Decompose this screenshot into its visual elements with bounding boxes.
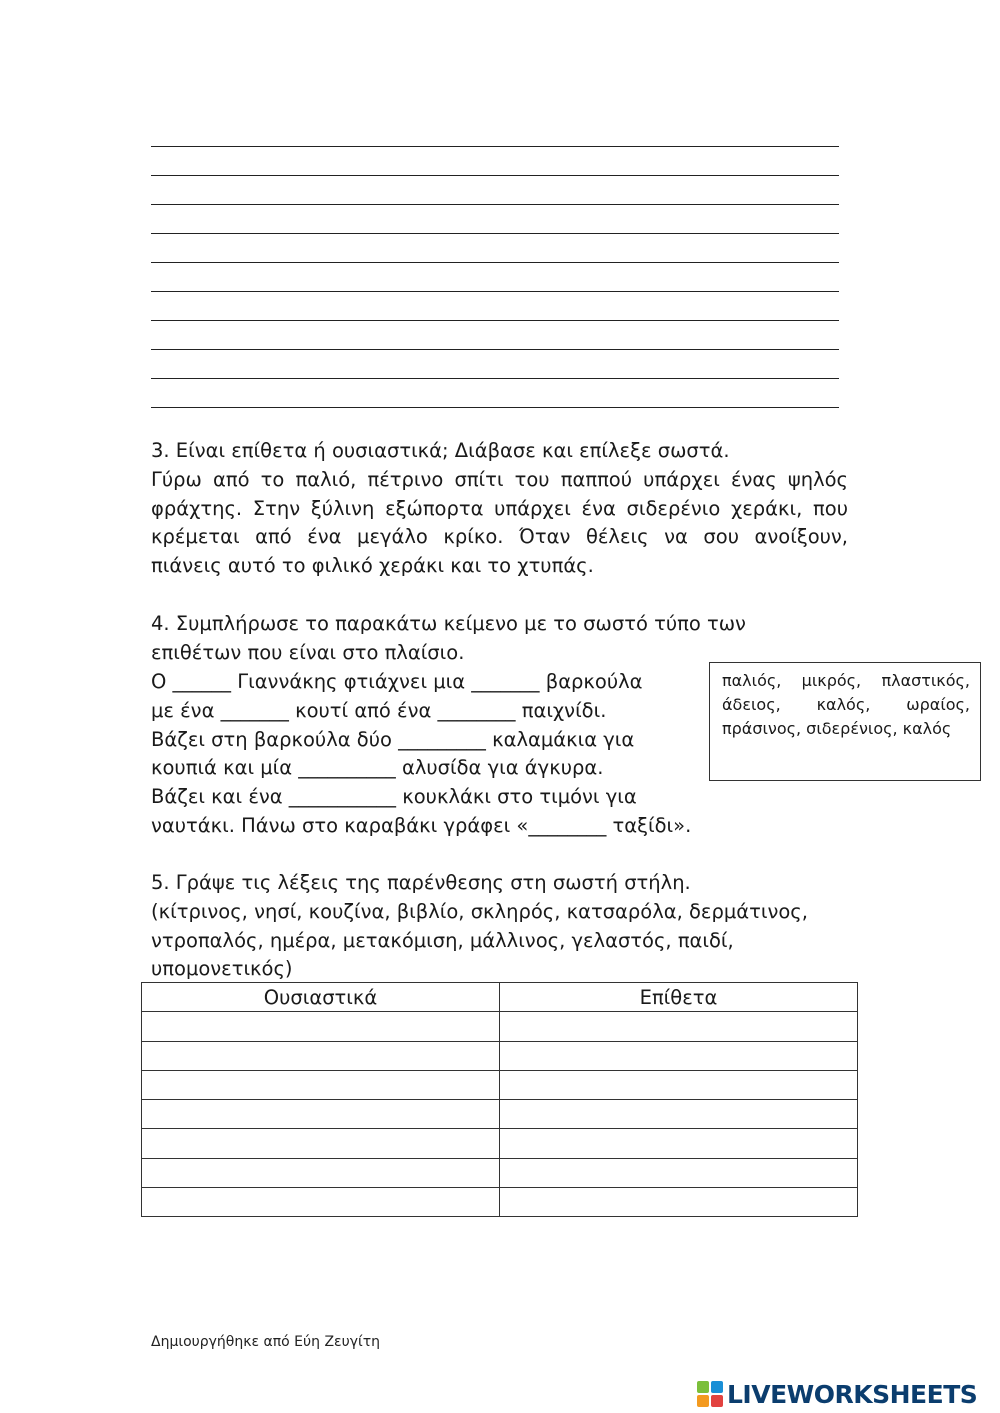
answer-cell[interactable] — [500, 1041, 858, 1070]
writing-line[interactable] — [151, 291, 839, 292]
answer-cell[interactable] — [500, 1012, 858, 1041]
exercise-5-word-list: (κίτρινος, νησί, κουζίνα, βιβλίο, σκληρός, κατσαρόλα, δερμάτινος, — [151, 900, 808, 923]
fill-line[interactable]: με ένα _______ κουτί από ένα ________ παιχνίδι. — [151, 699, 607, 722]
paragraph-line[interactable]: Γύρω από το παλιό, πέτρινο σπίτι του παππού υπάρχει ένας ψηλός — [151, 468, 848, 491]
logo-mark-icon — [697, 1381, 723, 1407]
exercise-5-word-list: υπομονετικός) — [151, 957, 293, 980]
column-header-nouns: Ουσιαστικά — [142, 983, 500, 1012]
table-row — [142, 1070, 858, 1099]
logo-square — [711, 1381, 723, 1393]
exercise-4-heading: 4. Συμπλήρωσε το παρακάτω κείμενο με το σωστό τύπο των — [151, 612, 746, 635]
table-row — [142, 1129, 858, 1158]
sorting-table — [141, 982, 858, 1217]
adjective-word-box — [709, 662, 981, 781]
column-header-adjectives: Επίθετα — [500, 983, 858, 1012]
exercise-5-word-list: ντροπαλός, ημέρα, μετακόμιση, μάλλινος, γελαστός, παιδί, — [151, 929, 734, 952]
logo-square — [711, 1395, 723, 1407]
fill-line[interactable]: Ο ______ Γιαννάκης φτιάχνει μια _______ βαρκούλα — [151, 670, 643, 693]
table-row — [142, 1158, 858, 1187]
writing-line[interactable] — [151, 378, 839, 379]
table-row — [142, 1100, 858, 1129]
answer-cell[interactable] — [142, 1188, 500, 1217]
author-credit: Δημιουργήθηκε από Εύη Ζευγίτη — [151, 1334, 381, 1350]
answer-cell[interactable] — [142, 1070, 500, 1099]
paragraph-line[interactable]: κρέμεται από ένα μεγάλο κρίκο. Όταν θέλεις να σου ανοίξουν, — [151, 525, 848, 548]
paragraph-line[interactable]: φράχτης. Στην ξύλινη εξώπορτα υπάρχει ένα σιδερένιο χεράκι, που — [151, 496, 848, 520]
answer-cell[interactable] — [142, 1041, 500, 1070]
fill-line[interactable]: Βάζει στη βαρκούλα δύο _________ καλαμάκια για — [151, 728, 635, 751]
logo-square — [697, 1395, 709, 1407]
writing-line[interactable] — [151, 233, 839, 234]
writing-line[interactable] — [151, 262, 839, 263]
writing-line[interactable] — [151, 407, 839, 408]
answer-cell[interactable] — [142, 1158, 500, 1187]
answer-cell[interactable] — [500, 1129, 858, 1158]
exercise-3-heading: 3. Είναι επίθετα ή ουσιαστικά; Διάβασε και επίλεξε σωστά. — [151, 439, 730, 462]
writing-line[interactable] — [151, 349, 839, 350]
writing-line[interactable] — [151, 320, 839, 321]
writing-line[interactable] — [151, 175, 839, 176]
table-row — [142, 1012, 858, 1041]
exercise-3-paragraph — [151, 466, 848, 580]
fill-line[interactable]: Βάζει και ένα ___________ κουκλάκι στο τιμόνι για — [151, 785, 637, 808]
answer-cell[interactable] — [500, 1158, 858, 1187]
word-box-line: παλιός, μικρός, πλαστικός, — [722, 671, 970, 690]
answer-cell[interactable] — [142, 1129, 500, 1158]
exercise-5-heading: 5. Γράψε τις λέξεις της παρένθεσης στη σωστή στήλη. — [151, 871, 691, 894]
answer-cell[interactable] — [142, 1100, 500, 1129]
answer-cell[interactable] — [142, 1012, 500, 1041]
paragraph-line[interactable]: πιάνεις αυτό το φιλικό χεράκι και το χτυπάς. — [151, 553, 594, 577]
logo-wordmark: LIVEWORKSHEETS — [727, 1379, 978, 1409]
table-row — [142, 1188, 858, 1217]
writing-line[interactable] — [151, 204, 839, 205]
word-box-line: άδειος, καλός, ωραίος, — [722, 695, 970, 714]
answer-cell[interactable] — [500, 1100, 858, 1129]
exercise-4-heading-cont: επιθέτων που είναι στο πλαίσιο. — [151, 641, 465, 664]
word-box-line: πράσινος, σιδερένιος, καλός — [722, 719, 952, 738]
answer-cell[interactable] — [500, 1188, 858, 1217]
fill-line[interactable]: κουπιά και μία __________ αλυσίδα για άγκυρα. — [151, 756, 604, 779]
table-header-row — [142, 983, 858, 1012]
writing-line[interactable] — [151, 146, 839, 147]
liveworksheets-logo[interactable] — [697, 1378, 977, 1410]
logo-square — [697, 1381, 709, 1393]
table-row — [142, 1041, 858, 1070]
answer-cell[interactable] — [500, 1070, 858, 1099]
fill-line[interactable]: ναυτάκι. Πάνω στο καραβάκι γράφει «________ ταξίδι». — [151, 814, 692, 837]
